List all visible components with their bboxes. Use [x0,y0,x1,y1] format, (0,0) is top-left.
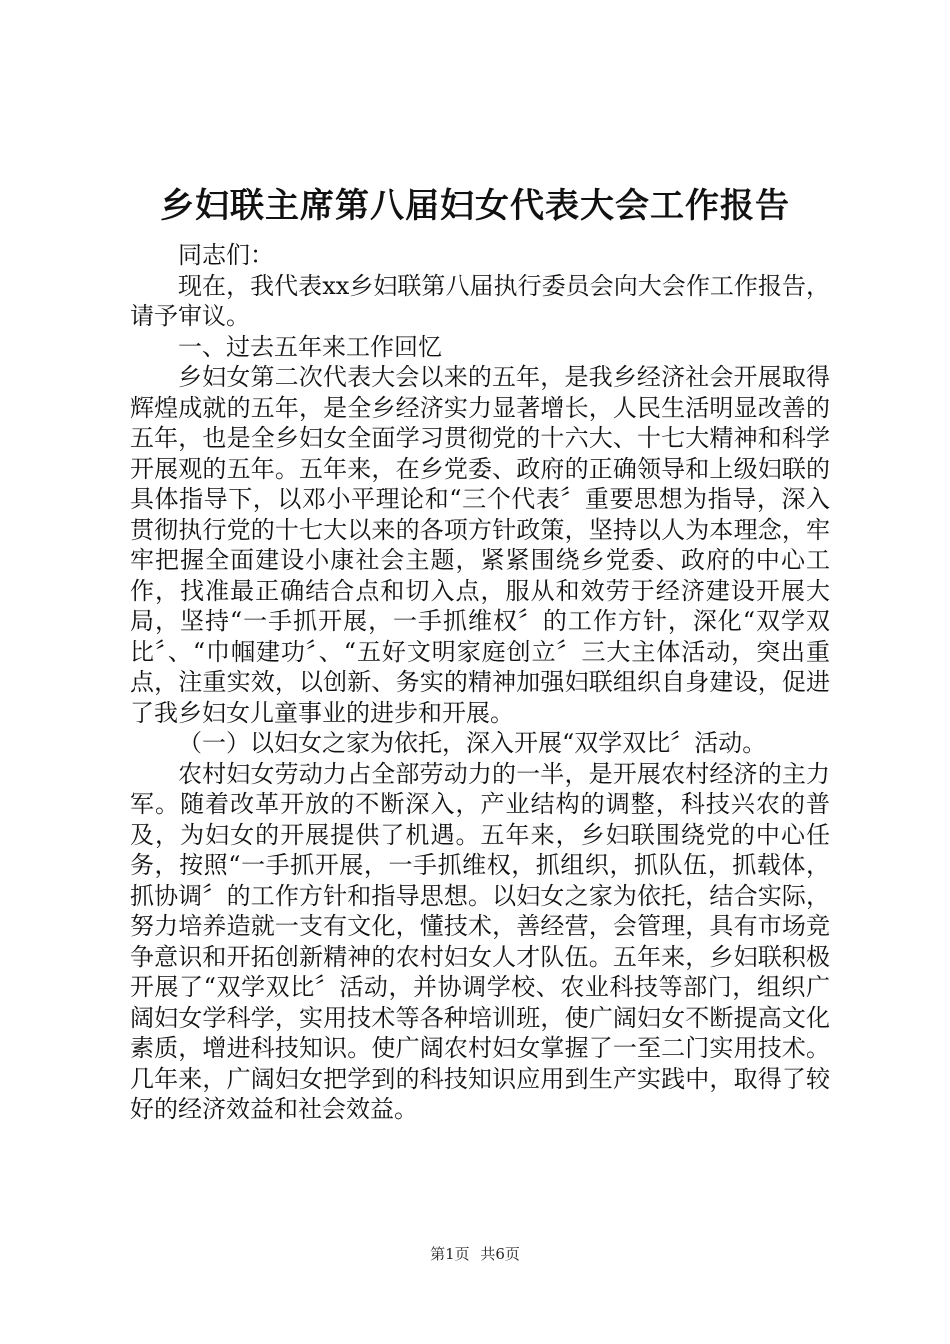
subsection-heading: （一）以妇女之家为依托，深入开展“双学双比〞活动。 [178,729,767,757]
page-footer [0,1244,950,1264]
subsection-paragraph: 农村妇女劳动力占全部劳动力的一半，是开展农村经济的主力军。随着改革开放的不断深入，产业结构的调整，科技兴农的普及，为妇女的开展提供了机遇。五年来，乡妇联围绕党的中心任务，按照“一手抓开展，一手抓维权，抓组织，抓队伍，抓载体，抓协调〞的工作方针和指导思想。以妇女之家为依托，结合实际，努力培养造就一支有文化，懂技术，善经营，会管理，具有市场竞争意识和开拓创新精神的农村妇女人才队伍。五年来，乡妇联积极开展了“双学双比〞活动，并协调学校、农业科技等部门，组织广阔妇女学科学，实用技术等各种培训班，使广阔妇女不断提高文化素质，增进科技知识。使广阔农村妇女掌握了一至二门实用技术。几年来，广阔妇女把学到的科技知识应用到生产实践中，取得了较好的经济效益和社会效益。 [130,759,830,1123]
salutation-paragraph: 同志们： [178,241,274,269]
review-paragraph: 乡妇女第二次代表大会以来的五年，是我乡经济社会开展取得辉煌成就的五年，是全乡经济实力显著增长，人民生活明显改善的五年，也是全乡妇女全面学习贯彻党的十六大、十七大精神和科学开展观的五年。五年来，在乡党委、政府的正确领导和上级妇联的具体指导下，以邓小平理论和“三个代表〞重要思想为指导，深入贯彻执行党的十七大以来的各项方针政策，坚持以人为本理念，牢牢把握全面建设小康社会主题，紧紧围绕乡党委、政府的中心工作，找准最正确结合点和切入点，服从和效劳于经济建设开展大局，坚持“一手抓开展，一手抓维权〞的工作方针，深化“双学双比〞、“巾帼建功〞、“五好文明家庭创立〞三大主体活动，突出重点，注重实效，以创新、务实的精神加强妇联组织自身建设，促进了我乡妇女儿童事业的进步和开展。 [130,363,830,727]
document-body [130,240,830,1125]
intro-paragraph: 现在，我代表xx乡妇联第八届执行委员会向大会作工作报告，请予审议。 [130,271,830,330]
page-number: 第1页 [430,1245,470,1263]
section-heading: 一、过去五年来工作回忆 [178,332,442,361]
document-title: 乡妇联主席第八届妇女代表大会工作报告 [160,186,790,226]
page-total: 共6页 [480,1245,520,1263]
